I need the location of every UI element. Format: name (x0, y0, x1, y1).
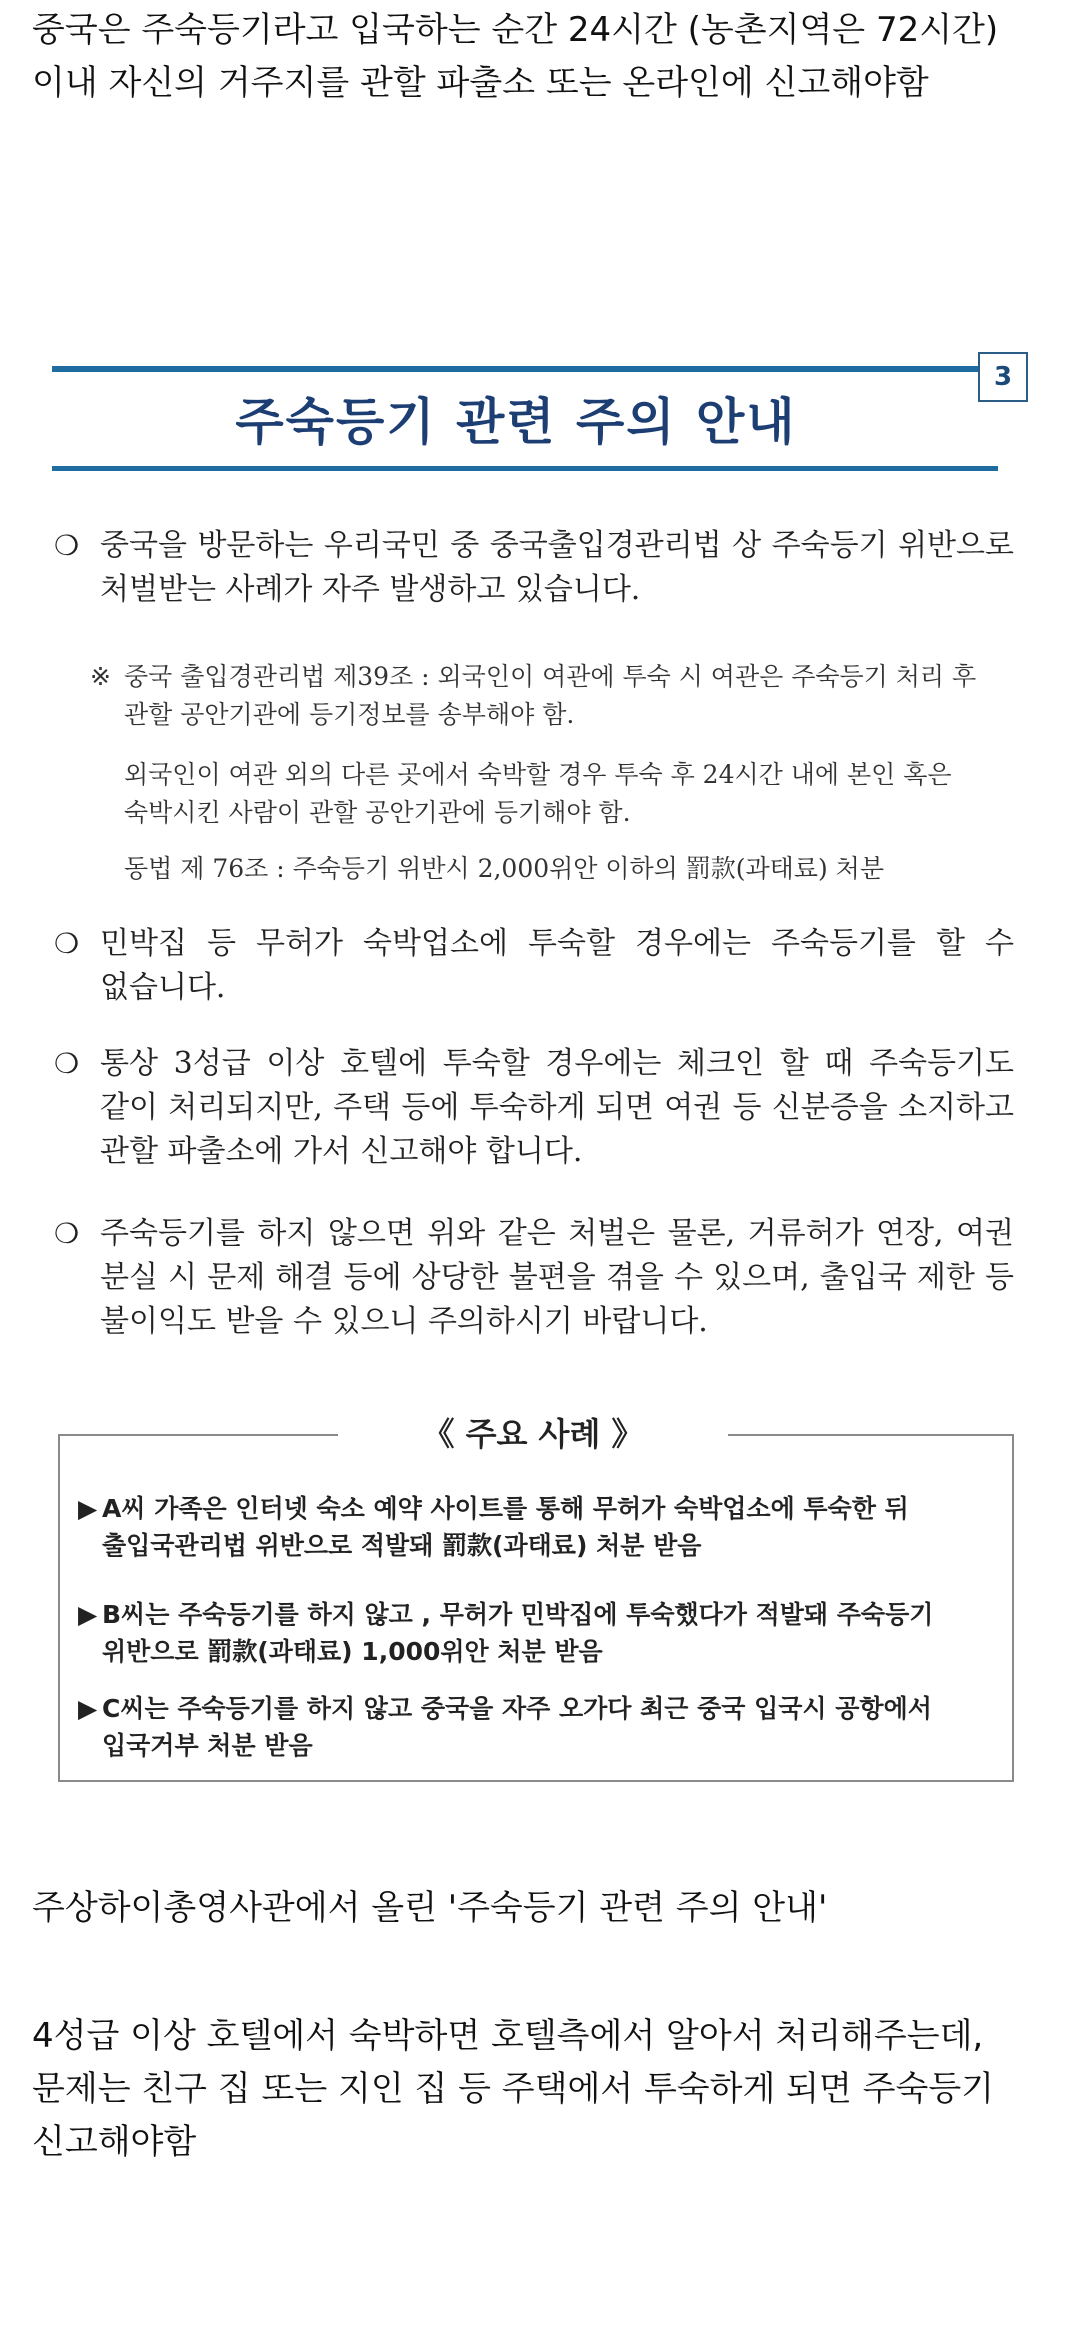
triangle-bullet-icon: ▶ (78, 1694, 98, 1723)
post-outro-text: 4성급 이상 호텔에서 숙박하면 호텔측에서 알아서 처리해주는데, 문제는 친구 집 또는 지인 집 등 주택에서 투숙하게 되면 주숙등기 신고해야함 (32, 2016, 995, 2162)
law-note (90, 850, 1014, 888)
triangle-bullet-icon: ▶ (78, 1494, 98, 1523)
bullet-text: 통상 3성급 이상 호텔에 투숙할 경우에는 체크인 할 때 주숙등기도 같이 처리되지만, 주택 등에 투숙하게 되면 여권 등 신분증을 소지하고 관할 파출소에 가서 신고해야 합니다. (100, 1046, 1014, 1169)
post-intro-text: 중국은 주숙등기라고 입국하는 순간 24시간 (농촌지역은 72시간) 이내 자신의 거주지를 관할 파출소 또는 온라인에 신고해야함 (32, 10, 999, 103)
bullet-text: 민박집 등 무허가 숙박업소에 투숙할 경우에는 주숙등기를 할 수 없습니다. (100, 926, 1014, 1005)
notice-bullet (54, 1212, 1014, 1344)
bullet-text: 주숙등기를 하지 않으면 위와 같은 처벌은 물론, 거류허가 연장, 여권 분실 시 문제 해결 등에 상당한 불편을 겪을 수 있으며, 출입국 제한 등 불이익도 받을 수 있으니 주의하시기 바랍니다. (100, 1216, 1014, 1339)
top-rule (52, 366, 984, 372)
law-note-text: 동법 제 76조 : 주숙등기 위반시 2,000위안 이하의 罰款(과태료) 처분 (124, 854, 884, 883)
notice-image (48, 352, 1038, 1782)
law-note (90, 658, 1014, 734)
case-text: B씨는 주숙등기를 하지 않고 , 무허가 민박집에 투숙했다가 적발돼 주숙등기 위반으로 罰款(과태료) 1,000위안 처분 받음 (102, 1600, 934, 1666)
case-text: A씨 가족은 인터넷 숙소 예약 사이트를 통해 무허가 숙박업소에 투숙한 뒤 출입국관리법 위반으로 적발돼 罰款(과태료) 처분 받음 (102, 1494, 909, 1560)
bullet-text: 중국을 방문하는 우리국민 중 중국출입경관리법 상 주숙등기 위반으로 처벌받는 사례가 자주 발생하고 있습니다. (100, 528, 1014, 607)
notice-title: 주숙등기 관련 주의 안내 (235, 393, 797, 451)
law-note-text: 외국인이 여관 외의 다른 곳에서 숙박할 경우 투숙 후 24시간 내에 본인 혹은 숙박시킨 사람이 관할 공안기관에 등기해야 함. (124, 760, 952, 827)
circle-bullet-icon: ❍ (54, 927, 80, 960)
case-item (78, 1596, 998, 1670)
notice-bullet (54, 524, 1014, 612)
reference-mark-icon: ※ (90, 662, 111, 691)
circle-bullet-icon: ❍ (54, 1047, 80, 1080)
post-caption-text: 주상하이총영사관에서 올린 '주숙등기 관련 주의 안내' (32, 1888, 828, 1928)
case-item (78, 1490, 998, 1564)
law-note (90, 756, 1014, 832)
notice-bullet (54, 1042, 1014, 1174)
notice-bullet (54, 922, 1014, 1010)
case-item (78, 1690, 998, 1764)
triangle-bullet-icon: ▶ (78, 1600, 98, 1629)
law-note-text: 중국 출입경관리법 제39조 : 외국인이 여관에 투숙 시 여관은 주숙등기 처리 후 관할 공안기관에 등기정보를 송부해야 함. (124, 662, 977, 729)
bottom-rule (52, 466, 998, 471)
circle-bullet-icon: ❍ (54, 529, 80, 562)
cases-title: 《 주요 사례 》 (338, 1410, 728, 1458)
circle-bullet-icon: ❍ (54, 1217, 80, 1250)
case-text: C씨는 주숙등기를 하지 않고 중국을 자주 오가다 최근 중국 입국시 공항에서 입국거부 처분 받음 (102, 1694, 932, 1760)
page-number-badge: 3 (978, 352, 1028, 402)
